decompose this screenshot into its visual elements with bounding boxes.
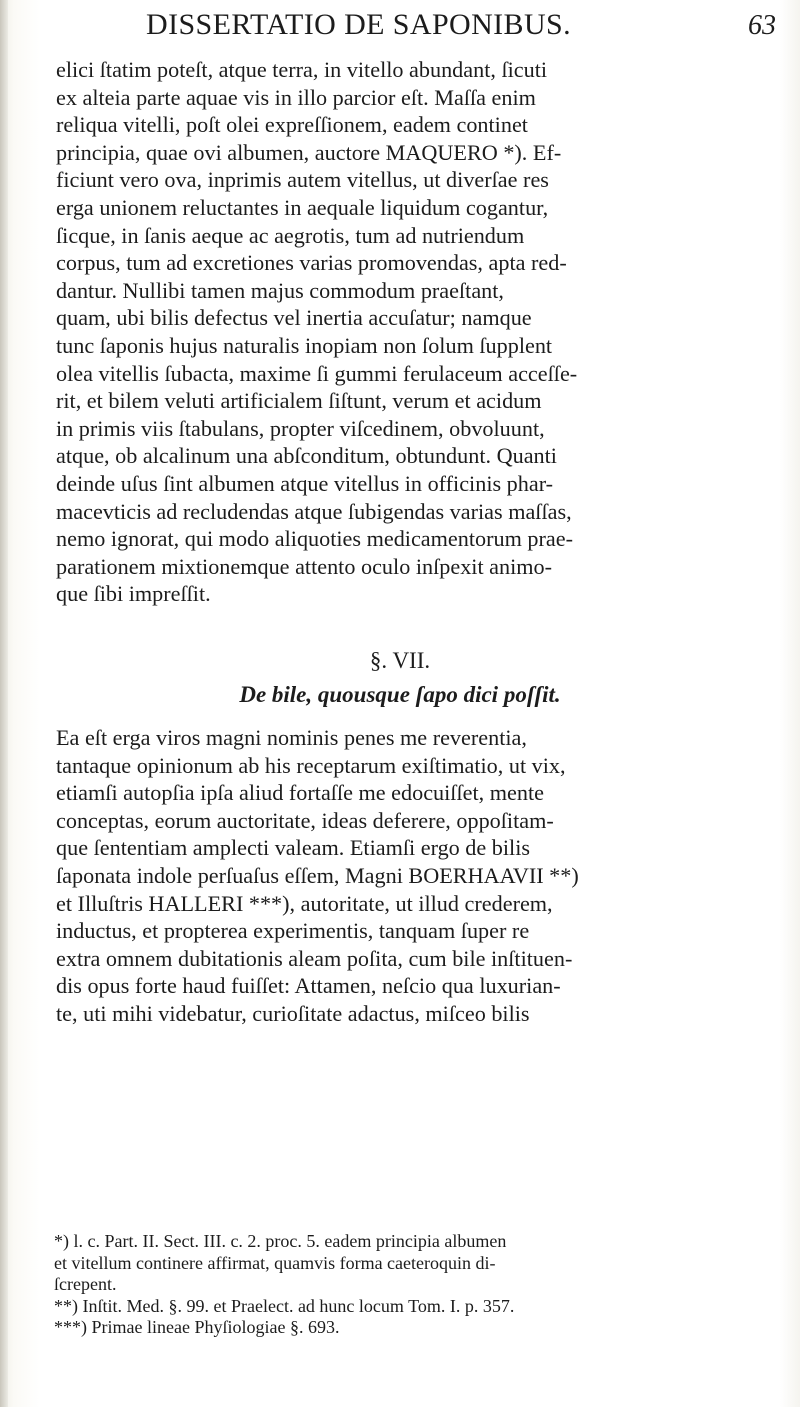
footnote-line: **) Inſtit. Med. §. 99. et Praelect. ad hunc locum Tom. I. p. 357. — [54, 1295, 515, 1316]
text-line: ex alteia parte aquae vis in illo parcior eſt. Maſſa enim — [56, 84, 536, 110]
text-line: inductus, et propterea experimentis, tanquam ſuper re — [56, 918, 530, 944]
section-number: §. VII. — [369, 648, 431, 673]
text-line: ficiunt vero ova, inprimis autem vitellus, ut diverſae res — [56, 167, 549, 193]
page-number: 63 — [748, 10, 776, 41]
text-line: tantaque opinionum ab his receptarum exiſtimatio, ut vix, — [56, 752, 566, 778]
text-line: tunc ſaponis hujus naturalis inopiam non ſolum ſupplent — [56, 332, 553, 358]
text-line: te, uti mihi videbatur, curioſitate adactus, miſceo bilis — [56, 1000, 530, 1026]
text-line: macevticis ad recludendas atque ſubigendas varias maſſas, — [56, 498, 572, 524]
running-head — [0, 8, 800, 48]
text-line: que ſententiam amplecti valeam. Etiamſi ergo de bilis — [56, 835, 531, 861]
text-line: in primis viis ſtabulans, propter viſcedinem, obvoluunt, — [56, 415, 545, 441]
text-line: parationem mixtionemque attento oculo inſpexit animo- — [56, 553, 553, 579]
text-line: principia, quae ovi albumen, auctore MAQUERO *). Ef- — [56, 139, 562, 165]
text-line: ſaponata indole perſuaſus eſſem, Magni BOERHAAVII **) — [56, 862, 579, 888]
footnote-line: ſcrepent. — [54, 1274, 117, 1294]
text-line: corpus, tum ad excretiones varias promovendas, apta red- — [56, 250, 567, 276]
footnote-line: et vitellum continere affirmat, quamvis forma caeteroquin di- — [54, 1252, 496, 1273]
footnote-line: ***) Primae lineae Phyſiologiae §. 693. — [54, 1317, 340, 1337]
text-line: reliqua vitelli, poſt olei expreſſionem, eadem continet — [56, 112, 528, 138]
text-line: olea vitellis ſubacta, maxime ſi gummi ferulaceum acceſſe- — [56, 360, 578, 386]
text-line: nemo ignorat, qui modo aliquoties medicamentorum prae- — [56, 526, 573, 552]
footnotes — [54, 1231, 770, 1339]
text-line: extra omnem dubitationis aleam poſita, cum bile inſtituen- — [56, 945, 573, 971]
text-line: dis opus forte haud fuiſſet: Attamen, neſcio qua luxurian- — [56, 973, 561, 999]
text-line: ſicque, in ſanis aeque ac aegrotis, tum ad nutriendum — [56, 222, 525, 248]
text-line: elici ſtatim poteſt, atque terra, in vitello abundant, ſicuti — [56, 57, 548, 82]
text-line: conceptas, eorum auctoritate, ideas deferere, oppoſitam- — [56, 807, 554, 833]
footnote-line: *) l. c. Part. II. Sect. III. c. 2. proc. 5. eadem principia albumen — [54, 1231, 507, 1251]
text-line: etiamſi autopſia ipſa aliud fortaſſe me edocuiſſet, mente — [56, 780, 544, 806]
text-line: erga unionem reluctantes in aequale liquidum cogantur, — [56, 194, 549, 220]
text-line: deinde uſus ſint albumen atque vitellus in officinis phar- — [56, 470, 554, 496]
paragraph-1 — [56, 56, 768, 608]
text-line: dantur. Nullibi tamen majus commodum praeſtant, — [56, 277, 504, 303]
text-line: rit, et bilem veluti artificialem ſiſtunt, verum et acidum — [56, 388, 542, 414]
text-line: Ea eſt erga viros magni nominis penes me reverentia, — [56, 725, 527, 750]
running-title: DISSERTATIO DE SAPONIBUS. — [146, 8, 572, 41]
text-line: que ſibi impreſſit. — [56, 581, 211, 607]
text-line: quam, ubi bilis defectus vel inertia accuſatur; namque — [56, 305, 532, 331]
text-line: et Illuſtris HALLERI ***), autoritate, ut illud crederem, — [56, 890, 553, 916]
paragraph-2 — [56, 724, 768, 1028]
section-title: De bile, quousque ſapo dici poſſit. — [239, 682, 561, 707]
text-line: atque, ob alcalinum una abſconditum, obtundunt. Quanti — [56, 443, 557, 469]
